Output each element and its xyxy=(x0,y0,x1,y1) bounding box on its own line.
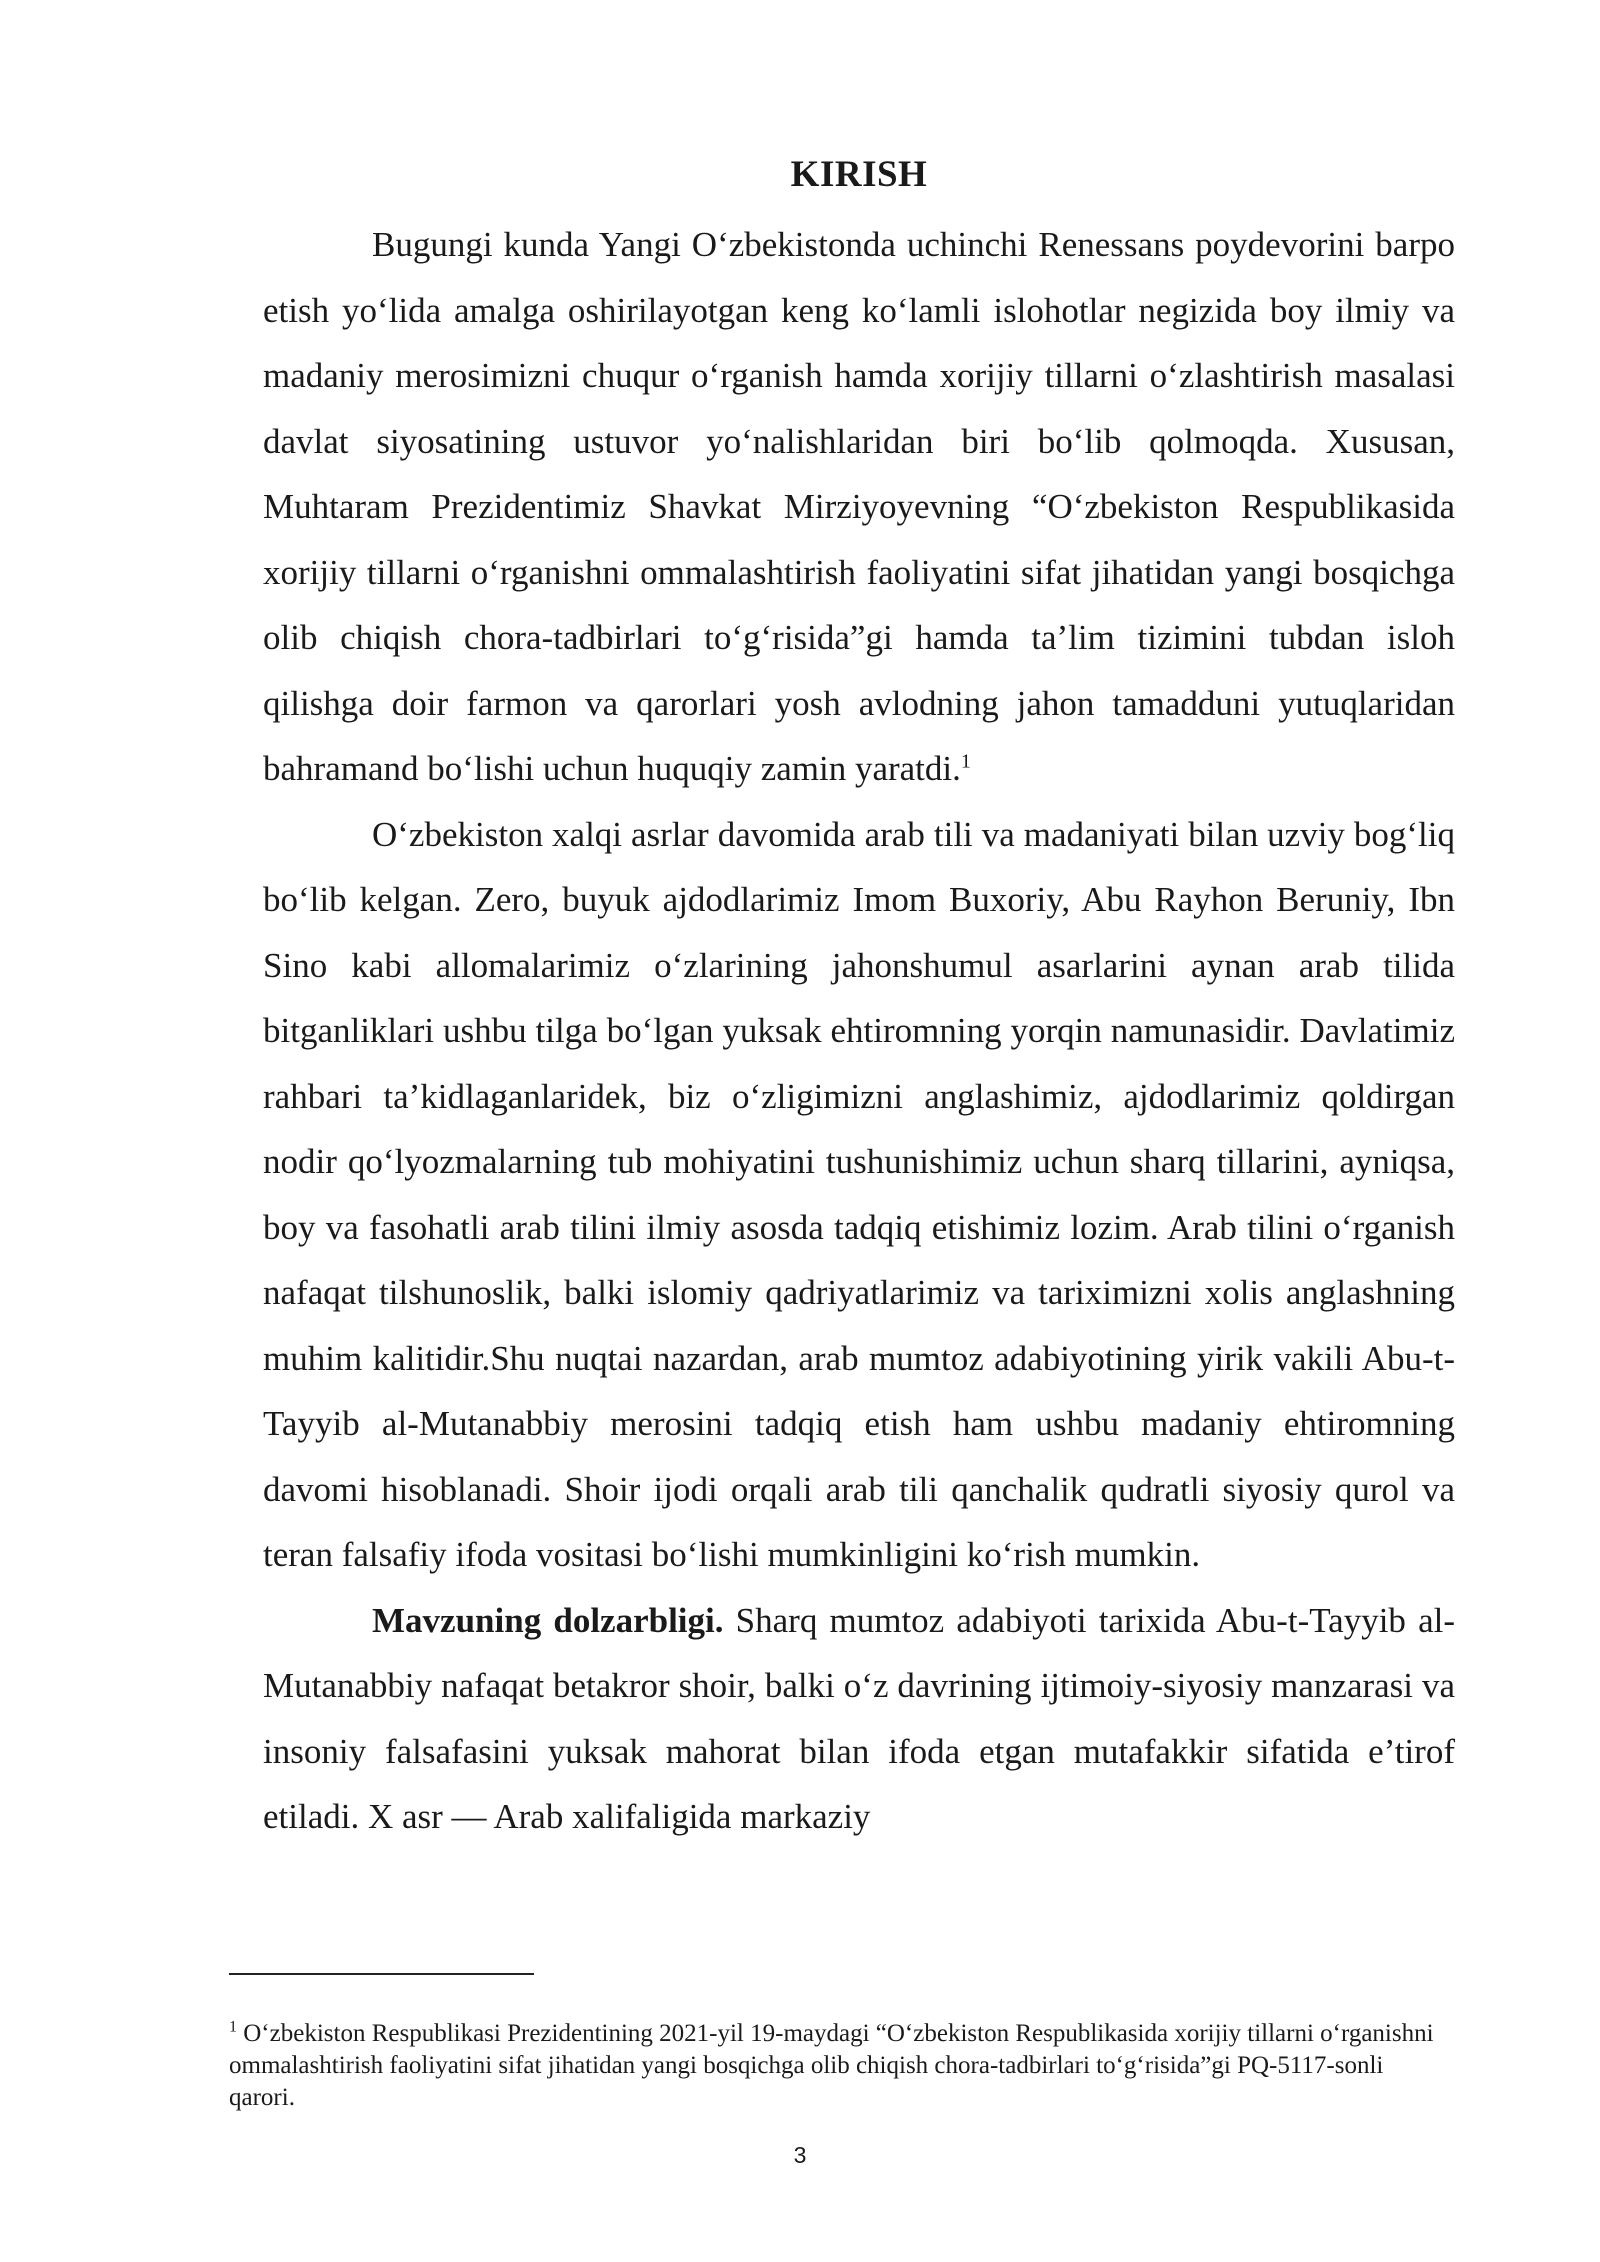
page-number: 3 xyxy=(793,2142,807,2168)
section-heading: KIRISH xyxy=(790,154,928,195)
footnote-divider xyxy=(229,1973,534,1975)
body-text xyxy=(263,212,1455,1850)
relevance-text: Sharq mumtoz adabiyoti tarixida Abu-t-Tayyib al-Mutanabbiy nafaqat betakror shoir, balki o‘z davrining ijtimoiy-siyosiy manzarasi va insoniy falsafasini yuksak mahorat bilan ifoda etgan mutafakkir sifatida e’tirof etiladi. X asr — Arab xalifaligida markaziy xyxy=(263,1600,1455,1836)
paragraph-intro-text: Bugungi kunda Yangi O‘zbekistonda uchinchi Renessans poydevorini barpo etish yo‘lida amalga oshirilayotgan keng ko‘lamli islohotlar negizida boy ilmiy va madaniy merosimizni chuqur o‘rganish hamda xorijiy tillarni o‘zlashtirish masalasi davlat siyosatining ustuvor yo‘nalishlaridan biri bo‘lib qolmoqda. Xususan, Muhtaram Prezidentimiz Shavkat Mirziyoyevning “O‘zbekiston Respublikasida xorijiy tillarni o‘rganishni ommalashtirish faoliyatini sifat jihatidan yangi bosqichga olib chiqish chora-tadbirlari to‘g‘risida”gi hamda ta’lim tizimini tubdan isloh qilishga doir farmon va qarorlari yosh avlodning jahon tamadduni yutuqlaridan bahramand bo‘lishi uchun huquqiy zamin yaratdi. xyxy=(263,225,1455,788)
paragraph-relevance xyxy=(263,1588,1455,1850)
footnote-reference[interactable]: 1 xyxy=(960,750,971,773)
paragraph-intro xyxy=(263,212,1455,802)
footnote xyxy=(229,2018,1455,2114)
relevance-lead: Mavzuning dolzarbligi. xyxy=(372,1600,724,1640)
footnote-number: 1 xyxy=(229,2018,237,2036)
paragraph-heritage: O‘zbekiston xalqi asrlar davomida arab tili va madaniyati bilan uzviy bog‘liq bo‘lib kelgan. Zero, buyuk ajdodlarimiz Imom Buxoriy, Abu Rayhon Beruniy, Ibn Sino kabi allomalarimiz o‘zlarining jahonshumul asarlarini aynan arab tilida bitganliklari ushbu tilga bo‘lgan yuksak ehtiromning yorqin namunasidir. Davlatimiz rahbari ta’kidlaganlaridek, biz o‘zligimizni anglashimiz, ajdodlarimiz qoldirgan nodir qo‘lyozmalarning tub mohiyatini tushunishimiz uchun sharq tillarini, ayniqsa, boy va fasohatli arab tilini ilmiy asosda tadqiq etishimiz lozim. Arab tilini o‘rganish nafaqat tilshunoslik, balki islomiy qadriyatlarimiz va tariximizni xolis anglashning muhim kalitidir.Shu nuqtai nazardan, arab mumtoz adabiyotining yirik vakili Abu-t-Tayyib al-Mutanabbiy merosini tadqiq etish ham ushbu madaniy ehtiromning davomi hisoblanadi. Shoir ijodi orqali arab tili qanchalik qudratli siyosiy qurol va teran falsafiy ifoda vositasi bo‘lishi mumkinligini ko‘rish mumkin. xyxy=(263,814,1455,1574)
footnote-text: O‘zbekiston Respublikasi Prezidentining 2021-yil 19-maydagi “O‘zbekiston Respublikasida xorijiy tillarni o‘rganishni ommalashtirish faoliyatini sifat jihatidan yangi bosqichga olib chiqish chora-tadbirlari to‘g‘risida”gi PQ-5117-sonli qarori. xyxy=(229,2020,1434,2111)
